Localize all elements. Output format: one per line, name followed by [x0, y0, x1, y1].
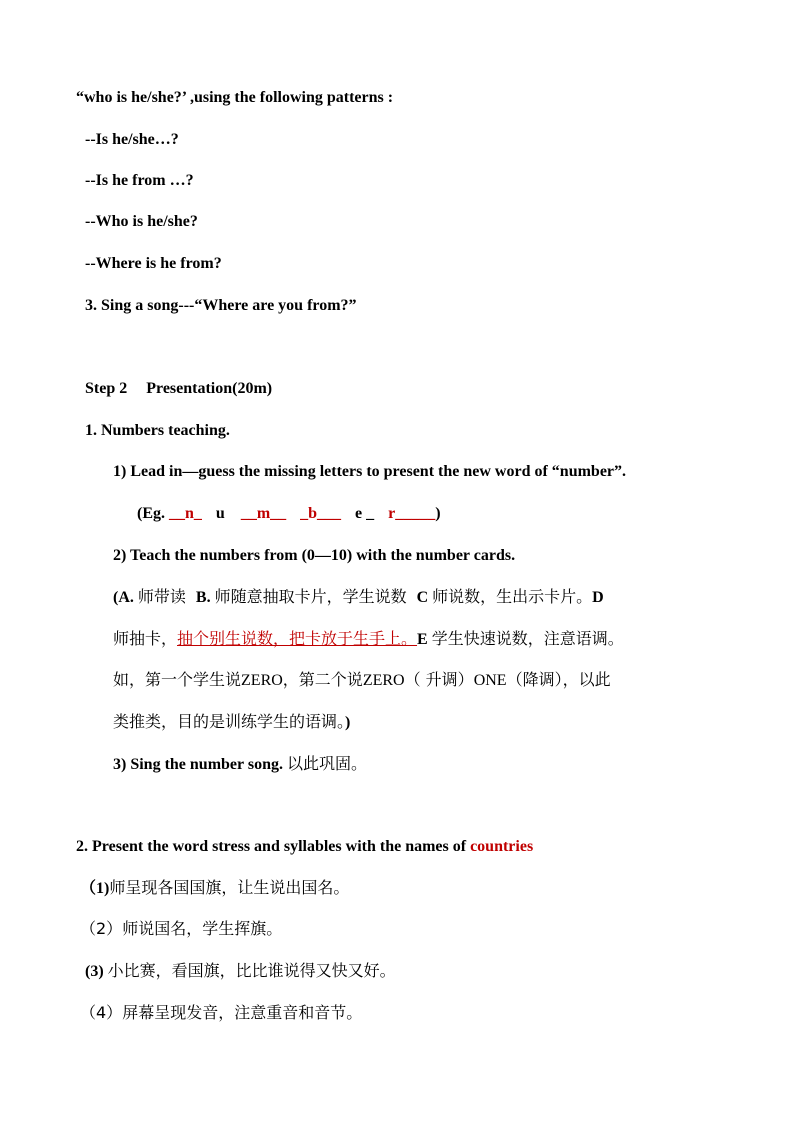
example-blank: _b___ [300, 505, 342, 522]
procedure-text: ZERO [362, 672, 405, 689]
procedure-text: 如，第一个学生说 [113, 670, 242, 689]
procedure-text: 3) Sing the number song. [113, 756, 283, 773]
section-title: 2. Present the word stress and syllables with the names of [76, 838, 467, 855]
pattern-line: --Is he from …? [85, 172, 194, 189]
sing-song-line: 3. Sing a song---“Where are you from?” [85, 297, 357, 314]
example-prefix: (Eg. [137, 505, 165, 522]
procedure-text: （降调），以此 [506, 670, 611, 689]
procedure-text: ) [345, 714, 351, 731]
step-text: 师说国名，学生挥旗。 [122, 919, 283, 938]
procedure-text: 以此巩固。 [286, 754, 367, 773]
pattern-line: --Where is he from? [85, 255, 222, 272]
step-index: （4） [80, 1003, 123, 1022]
procedure-text: (A. [113, 589, 134, 606]
pattern-line: --Who is he/she? [85, 213, 198, 230]
example-blank: __m__ [240, 505, 287, 522]
procedure-line [113, 712, 350, 733]
procedure-text: 学生快速说数，注意语调。 [431, 629, 624, 648]
teach-numbers-line: 2) Teach the numbers from (0—10) with the number cards. [113, 547, 516, 564]
country-step [80, 919, 282, 940]
country-step [85, 961, 396, 982]
example-line [137, 504, 441, 524]
step-text: 小比赛，看国旗，比比谁说得又快又好。 [107, 961, 396, 980]
sing-number-song-line [113, 754, 367, 775]
procedure-text: 师随意抽取卡片，学生说数 [214, 587, 407, 606]
procedure-text: C [416, 589, 429, 606]
step-index: (3) [85, 963, 104, 980]
lead-in-line: 1) Lead in—guess the missing letters to present the new word of “number”. [113, 463, 627, 480]
procedure-text: B. [195, 589, 211, 606]
section-numbers-teaching: 1. Numbers teaching. [85, 422, 230, 439]
procedure-text: 师抽卡， [113, 629, 178, 648]
highlighted-word: countries [470, 838, 534, 855]
example-blank: r_____ [388, 505, 436, 522]
procedure-line [113, 670, 611, 691]
procedure-text: 类推类，目的是训练学生的语调。 [113, 712, 346, 731]
country-step [80, 878, 349, 899]
step-index: （2） [80, 919, 123, 938]
procedure-text: ，第二个说 [282, 670, 363, 689]
procedure-text: 师带读 [137, 587, 186, 606]
example-blank: __n_ [169, 505, 202, 522]
procedure-text: （ 升调） [404, 670, 474, 689]
step-index: （1) [80, 880, 110, 897]
step-title: Presentation(20m) [146, 380, 273, 397]
example-letter: e _ [355, 505, 375, 522]
patterns-intro: “who is he/she?’ ,using the following patterns : [76, 89, 394, 106]
example-suffix: ) [435, 505, 441, 522]
pattern-line: --Is he/she…? [85, 131, 179, 148]
procedure-text: E [417, 631, 428, 648]
example-letter: u [215, 505, 225, 522]
procedure-text: 师说数，生出示卡片。 [432, 587, 593, 606]
step-text: 师呈现各国国旗，让生说出国名。 [109, 878, 350, 897]
step-text: 屏幕呈现发音，注意重音和音节。 [122, 1003, 363, 1022]
procedure-line [113, 629, 624, 650]
procedure-text: D [592, 589, 604, 606]
procedure-text: ZERO [241, 672, 283, 689]
step-heading [85, 379, 272, 399]
procedure-line [113, 587, 604, 608]
step-number: Step 2 [85, 380, 128, 397]
highlighted-instruction: 抽个别生说数，把卡放于生手上。 [177, 629, 418, 648]
country-step [80, 1003, 362, 1024]
section-word-stress [76, 837, 533, 857]
procedure-text: ONE [473, 672, 507, 689]
